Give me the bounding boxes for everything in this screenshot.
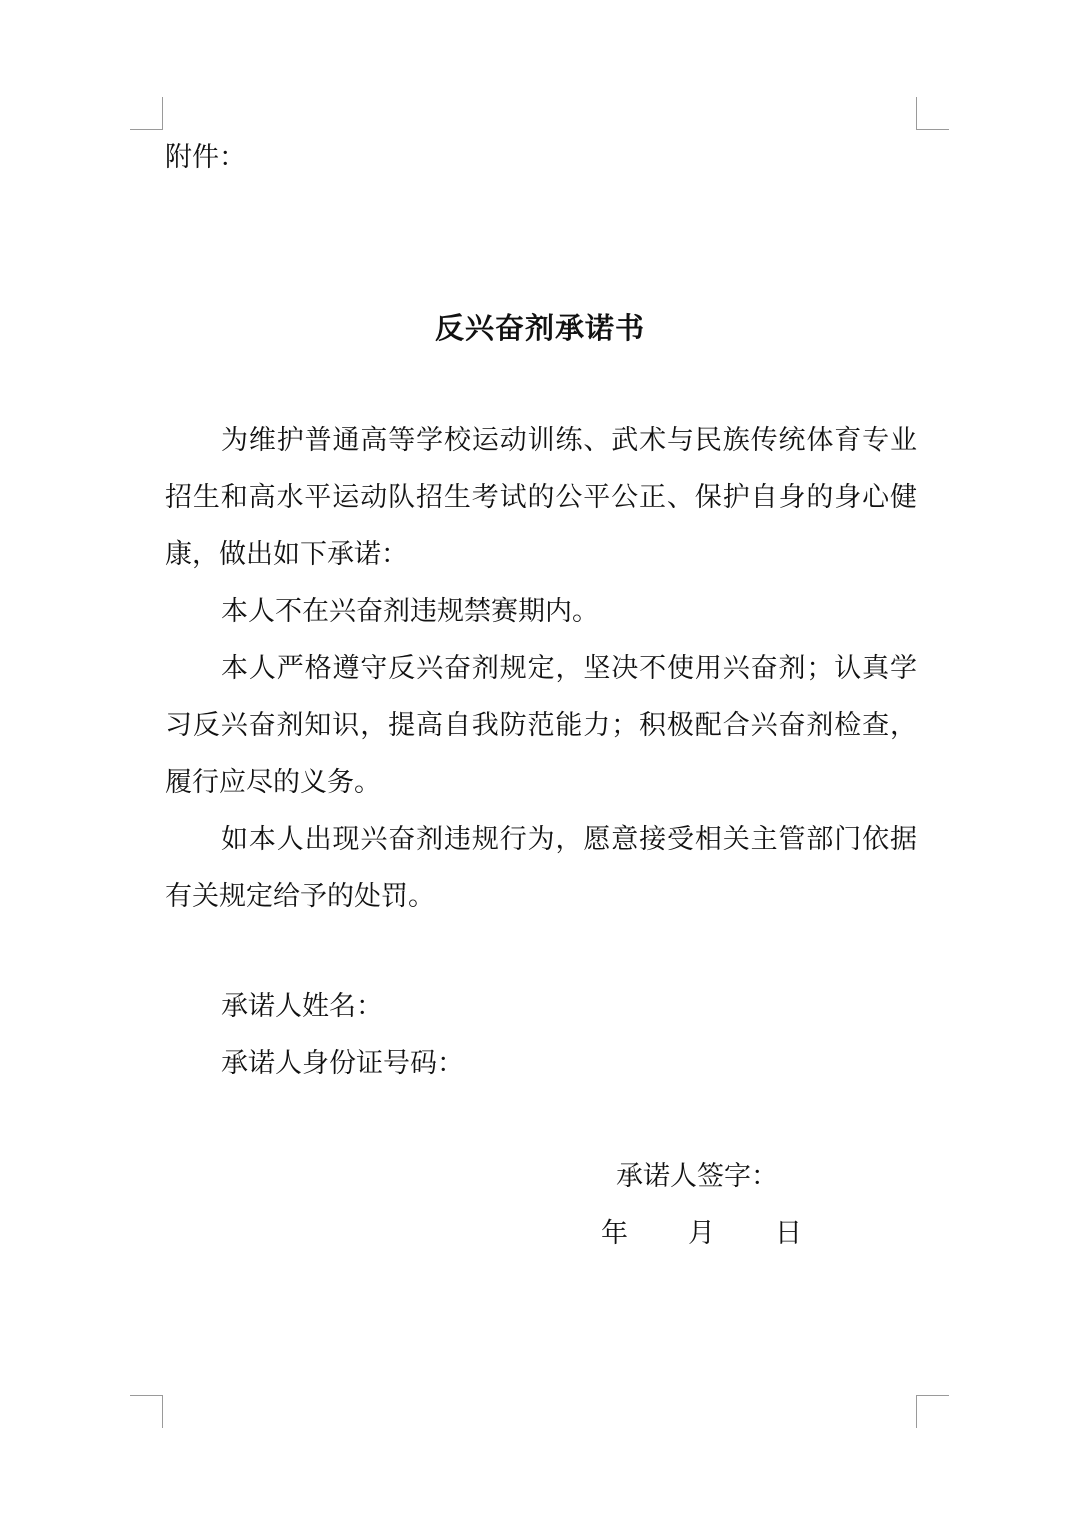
paragraph-compliance: 本人严格遵守反兴奋剂规定，坚决不使用兴奋剂；认真学习反兴奋剂知识，提高自我防范能力；积极配合兴奋剂检查，履行应尽的义务。 [165, 653, 917, 798]
date-day-label: 日 [775, 1218, 802, 1249]
promisor-name-label: 承诺人姓名： [221, 991, 383, 1022]
paragraph-intro: 为维护普通高等学校运动训练、武术与民族传统体育专业招生和高水平运动队招生考试的公平公正、保护自身的身心健康，做出如下承诺： [165, 425, 917, 570]
document-title: 反兴奋剂承诺书 [434, 311, 645, 345]
crop-mark-top-right [916, 97, 949, 130]
crop-mark-bottom-right [916, 1395, 949, 1428]
promisor-id-label: 承诺人身份证号码： [221, 1048, 464, 1079]
signature-label: 承诺人签字： [616, 1161, 778, 1192]
paragraph-no-ban: 本人不在兴奋剂违规禁赛期内。 [221, 596, 599, 627]
attachment-label: 附件： [165, 142, 246, 173]
date-year-label: 年 [601, 1218, 628, 1249]
date-month-label: 月 [688, 1218, 715, 1249]
crop-mark-bottom-left [130, 1395, 163, 1428]
paragraph-penalty: 如本人出现兴奋剂违规行为，愿意接受相关主管部门依据有关规定给予的处罚。 [165, 824, 917, 912]
crop-mark-top-left [130, 97, 163, 130]
